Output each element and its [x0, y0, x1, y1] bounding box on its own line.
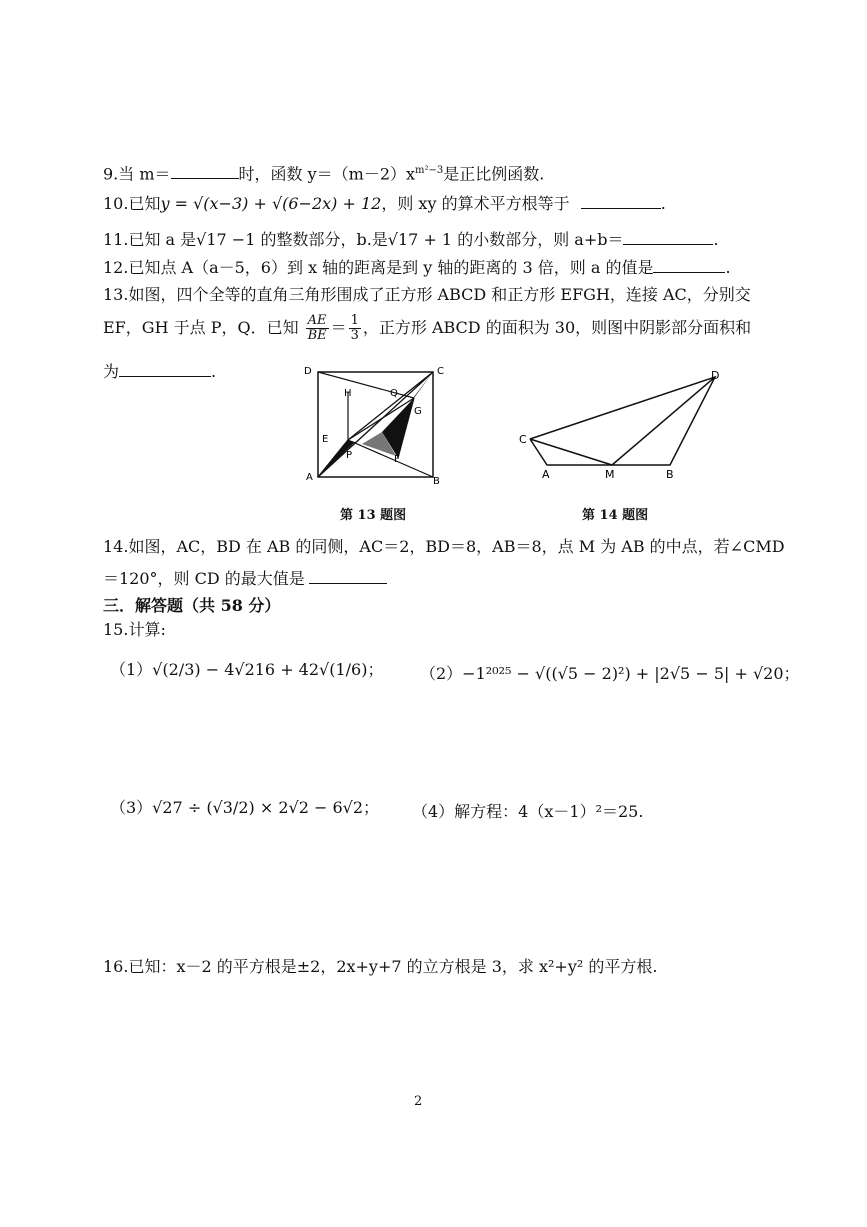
q9-answer-blank[interactable] — [171, 162, 239, 179]
label-Q: Q — [390, 388, 398, 399]
figure-13 — [300, 362, 450, 490]
q9-exponent: m²−3 — [415, 165, 444, 176]
q13-val-den: 3 — [350, 328, 359, 343]
label-B: B — [433, 476, 440, 487]
figure-13-caption: 第 13 题图 — [340, 508, 407, 523]
q10-answer-blank[interactable] — [581, 192, 661, 209]
q11-text: 11.已知 a 是√17 −1 的整数部分，b.是√17 + 1 的小数部分，则 a+b＝ — [103, 230, 624, 249]
label-E: E — [322, 434, 329, 445]
q13-end: . — [211, 362, 217, 381]
question-11 — [103, 228, 719, 250]
q13-frac-num: AE — [307, 313, 327, 328]
label-H: H — [344, 388, 352, 399]
label-C: C — [519, 433, 527, 446]
q9-middle: 时，函数 y＝（m－2）x — [238, 164, 416, 184]
q10-formula: y = √(x−3) + √(6−2x) + 12 — [160, 194, 382, 213]
segment-md — [612, 377, 715, 465]
q12-text: 12.已知点 A（a－5，6）到 x 轴的距离是到 y 轴的距离的 3 倍，则 a 的值是 — [103, 258, 654, 277]
question-15-title: 15.计算: — [103, 620, 166, 639]
q13-value-fraction — [349, 314, 361, 343]
label-A: A — [306, 472, 313, 483]
question-9 — [103, 161, 544, 184]
q13-answer-blank[interactable] — [119, 360, 211, 377]
q11-answer-blank[interactable] — [623, 228, 713, 245]
q10-prefix: 10.已知 — [103, 194, 161, 213]
section-3-title: 三．解答题（共 58 分） — [103, 596, 281, 615]
q15-part3: （3）√27 ÷ (√3/2) × 2√2 − 6√2； — [110, 798, 380, 817]
q15-part2: （2）−1²⁰²⁵ − √((√5 − 2)²) + |2√5 − 5| + √20； — [420, 664, 800, 683]
q10-suffix: ，则 xy 的算术平方根等于 — [381, 194, 570, 213]
label-B: B — [666, 468, 674, 481]
label-A: A — [542, 468, 550, 481]
label-P: P — [346, 450, 353, 461]
q11-end: . — [713, 230, 719, 249]
q12-end: . — [725, 258, 731, 277]
q13-line3: 为 — [103, 362, 120, 381]
question-13-line2 — [103, 314, 751, 343]
q13-ratio-fraction — [306, 314, 329, 343]
figure-14-caption: 第 14 题图 — [582, 508, 649, 523]
q14-line2: ＝120°，则 CD 的最大值是 — [103, 569, 305, 588]
page-number: 2 — [414, 1094, 423, 1109]
label-D: D — [711, 369, 720, 382]
q10-end: . — [660, 194, 666, 213]
question-10 — [103, 192, 666, 214]
figure-14 — [515, 365, 730, 483]
q9-suffix: 是正比例函数. — [443, 164, 545, 184]
label-M: M — [605, 468, 615, 481]
q13-frac-den: BE — [307, 328, 327, 343]
q12-answer-blank[interactable] — [653, 256, 725, 273]
q13-eq: ＝ — [330, 318, 347, 337]
q15-part1: （1）√(2/3) − 4√216 + 42√(1/6)； — [110, 660, 384, 679]
label-C: C — [437, 366, 444, 377]
quadrilateral-outline — [530, 377, 715, 465]
question-13-line3 — [103, 360, 216, 382]
q15-part4: （4）解方程：4（x－1）²＝25. — [412, 802, 644, 821]
label-F: F — [394, 454, 400, 465]
question-14-line1: 14.如图，AC，BD 在 AB 的同侧，AC＝2，BD＝8，AB＝8，点 M 为 AB 的中点，若∠CMD — [103, 537, 785, 556]
label-G: G — [414, 406, 422, 417]
question-14-line2 — [103, 567, 387, 589]
q14-answer-blank[interactable] — [309, 567, 387, 584]
segment-cm — [530, 439, 612, 465]
q13-line2a: EF，GH 于点 P，Q．已知 — [103, 318, 299, 337]
question-13-line1: 13.如图，四个全等的直角三角形围成了正方形 ABCD 和正方形 EFGH，连接 AC，分别交 — [103, 285, 751, 304]
question-12 — [103, 256, 731, 278]
q13-line2b: ，正方形 ABCD 的面积为 30，则图中阴影部分面积和 — [362, 318, 752, 337]
question-16: 16.已知：x－2 的平方根是±2，2x+y+7 的立方根是 3，求 x²+y² 的平方根. — [103, 957, 658, 976]
q13-val-num: 1 — [350, 313, 359, 328]
label-D: D — [304, 366, 312, 377]
q9-prefix: 9.当 m＝ — [103, 164, 171, 184]
